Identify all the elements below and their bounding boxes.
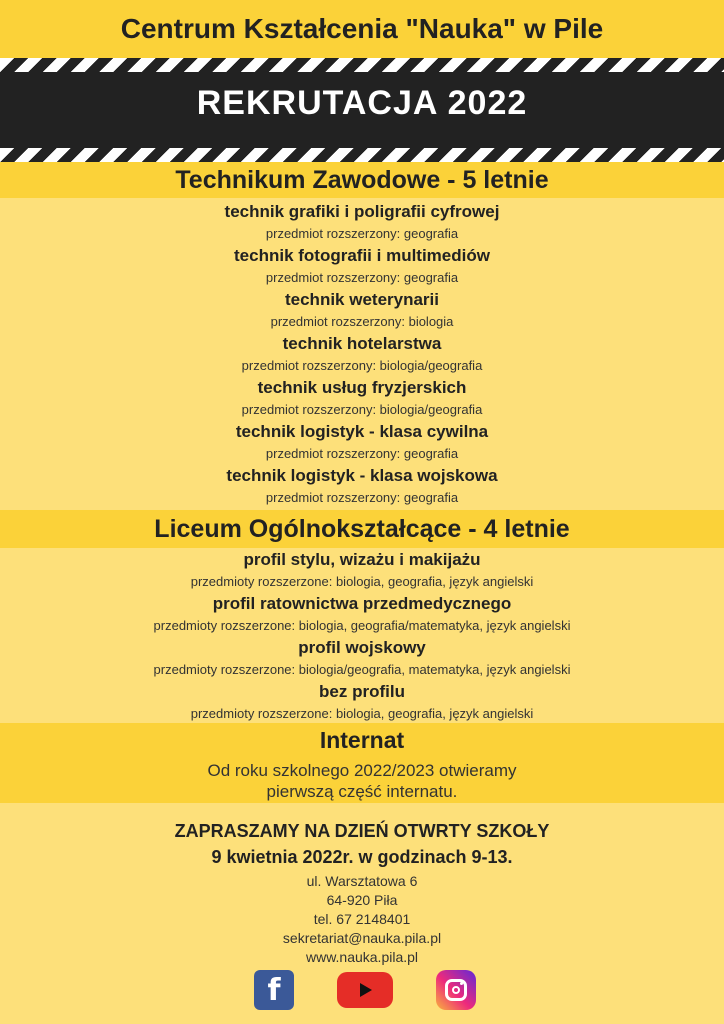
liceum-heading: Liceum Ogólnokształcące - 4 letnie — [0, 510, 724, 548]
header-bar — [0, 0, 724, 58]
invite-line-2: 9 kwietnia 2022r. w godzinach 9-13. — [211, 847, 513, 867]
instagram-lens — [452, 986, 460, 994]
internat-line-2: pierwszą część internatu. — [266, 782, 458, 801]
program-subjects: przedmiot rozszerzony: biologia/geografia — [241, 358, 483, 373]
program-name: technik hotelarstwa — [282, 334, 442, 353]
open-day-invitation — [0, 818, 724, 870]
recruitment-banner — [0, 58, 724, 162]
program-name: technik logistyk - klasa wojskowa — [226, 466, 498, 485]
technikum-heading: Technikum Zawodowe - 5 letnie — [0, 162, 724, 198]
list-item — [0, 288, 724, 332]
profile-subjects: przedmioty rozszerzone: biologia/geografia, matematyka, język angielski — [153, 662, 571, 677]
play-icon — [355, 980, 375, 1000]
profile-name: bez profilu — [319, 682, 405, 701]
list-item — [0, 592, 724, 636]
contact-phone: tel. 67 2148401 — [313, 911, 411, 927]
banner-title: REKRUTACJA 2022 — [196, 84, 528, 122]
program-subjects: przedmiot rozszerzony: geografia — [265, 446, 459, 461]
invite-line-1: ZAPRASZAMY NA DZIEŃ OTWRTY SZKOŁY — [174, 821, 550, 841]
school-name: Centrum Kształcenia "Nauka" w Pile — [120, 13, 604, 44]
social-links — [0, 970, 724, 1010]
contact-street: ul. Warsztatowa 6 — [306, 873, 418, 889]
facebook-icon[interactable]: f — [254, 970, 294, 1010]
program-subjects: przedmiot rozszerzony: geografia — [265, 226, 459, 241]
list-item — [0, 376, 724, 420]
internat-section — [0, 723, 724, 803]
profile-name: profil stylu, wizażu i makijażu — [243, 550, 481, 569]
program-subjects: przedmiot rozszerzony: biologia/geografia — [241, 402, 483, 417]
profile-subjects: przedmioty rozszerzone: biologia, geografia/matematyka, język angielski — [153, 618, 571, 633]
stripe-border-bottom — [0, 148, 724, 162]
program-subjects: przedmiot rozszerzony: geografia — [265, 270, 459, 285]
list-item — [0, 680, 724, 724]
list-item — [0, 464, 724, 508]
instagram-flash — [460, 982, 463, 985]
list-item — [0, 332, 724, 376]
instagram-icon[interactable] — [436, 970, 476, 1010]
program-name: technik fotografii i multimediów — [234, 246, 490, 265]
technikum-list — [0, 200, 724, 508]
program-name: technik weterynarii — [284, 290, 439, 309]
contact-info — [0, 872, 724, 967]
list-item — [0, 244, 724, 288]
youtube-icon[interactable] — [337, 972, 393, 1008]
stripe-border-top — [0, 58, 724, 72]
program-name: technik usług fryzjerskich — [257, 378, 467, 397]
profile-subjects: przedmioty rozszerzone: biologia, geografia, język angielski — [190, 706, 534, 721]
instagram-camera-icon — [445, 979, 467, 1001]
program-name: technik grafiki i poligrafii cyfrowej — [224, 202, 500, 221]
list-item — [0, 636, 724, 680]
liceum-list — [0, 548, 724, 724]
profile-name: profil wojskowy — [298, 638, 426, 657]
contact-website[interactable]: www.nauka.pila.pl — [305, 949, 419, 965]
list-item — [0, 200, 724, 244]
internat-description — [207, 760, 516, 802]
list-item — [0, 548, 724, 592]
contact-city: 64-920 Piła — [326, 892, 398, 908]
internat-heading: Internat — [319, 727, 405, 753]
program-subjects: przedmiot rozszerzony: biologia — [270, 314, 454, 329]
contact-email[interactable]: sekretariat@nauka.pila.pl — [282, 930, 442, 946]
profile-subjects: przedmioty rozszerzone: biologia, geografia, język angielski — [190, 574, 534, 589]
program-subjects: przedmiot rozszerzony: geografia — [265, 490, 459, 505]
list-item — [0, 420, 724, 464]
internat-line-1: Od roku szkolnego 2022/2023 otwieramy — [207, 761, 517, 780]
program-name: technik logistyk - klasa cywilna — [235, 422, 489, 441]
profile-name: profil ratownictwa przedmedycznego — [212, 594, 512, 613]
